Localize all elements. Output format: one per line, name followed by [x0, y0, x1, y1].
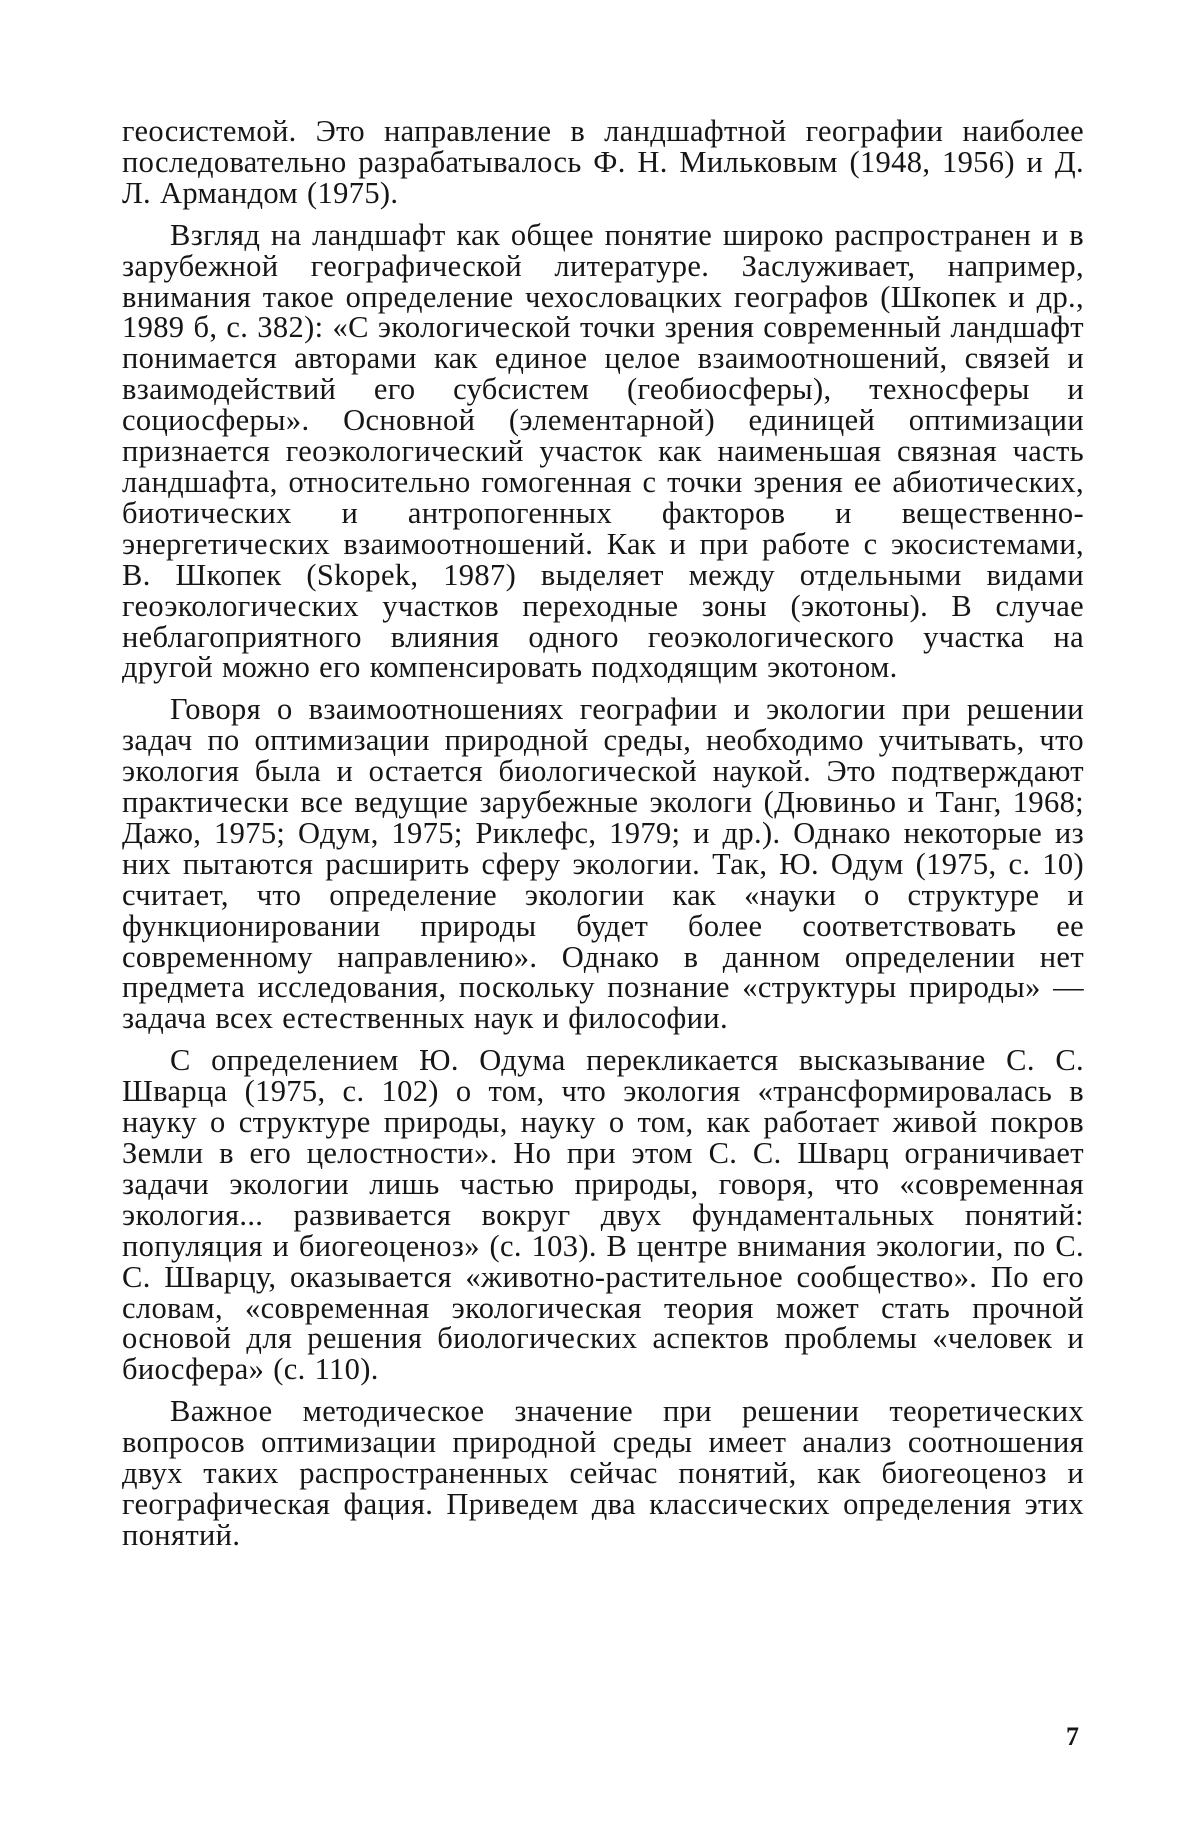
- paragraph-1: геосистемой. Это направление в ландшафтной географии наиболее последовательно разрабатывалось Ф. Н. Мильковым (1948, 1956) и Д. Л. Армандом (1975).: [122, 116, 1084, 209]
- paragraph-3: Говоря о взаимоотношениях географии и экологии при решении задач по оптимизации природной среды, необходимо учитывать, что экология была и остается биологической наукой. Это подтверждают практически все ведущие зарубежные экологи (Дювиньо и Танг, 1968; Дажо, 1975; Одум, 1975; Риклефс, 1979; и др.). Однако некоторые из них пытаются расширить сферу экологии. Так, Ю. Одум (1975, с. 10) считает, что определение экологии как «науки о структуре и функционировании природы будет более соответствовать ее современному направлению». Однако в данном определении нет предмета исследования, поскольку познание «структуры природы» — задача всех естественных наук и философии.: [122, 694, 1084, 1034]
- paragraph-2: Взгляд на ландшафт как общее понятие широко распространен и в зарубежной географической литературе. Заслуживает, например, внимания такое определение чехословацких географов (Шкопек и др., 1989 б, с. 382): «С экологической точки зрения современный ландшафт понимается авторами как единое целое взаимоотношений, связей и взаимодействий его субсистем (геобиосферы), техносферы и социосферы». Основной (элементарной) единицей оптимизации признается геоэкологический участок как наименьшая связная часть ландшафта, относительно гомогенная с точки зрения ее абиотических, биотических и антропогенных факторов и вещественно-энергетических взаимоотношений. Как и при работе с экосистемами, В. Шкопек (Skopek, 1987) выделяет между отдельными видами геоэкологических участков переходные зоны (экотоны). В случае неблагоприятного влияния одного геоэкологического участка на другой можно его компенсировать подходящим экотоном.: [122, 220, 1084, 684]
- body-text: [122, 116, 1084, 1551]
- paragraph-5: Важное методическое значение при решении теоретических вопросов оптимизации природной среды имеет анализ соотношения двух таких распространенных сейчас понятий, как биогеоценоз и географическая фация. Приведем два классических определения этих понятий.: [122, 1396, 1084, 1551]
- paragraph-4: С определением Ю. Одума перекликается высказывание С. С. Шварца (1975, с. 102) о том, что экология «трансформировалась в науку о структуре природы, науку о том, как работает живой покров Земли в его целостности». Но при этом С. С. Шварц ограничивает задачи экологии лишь частью природы, говоря, что «современная экология... развивается вокруг двух фундаментальных понятий: популяция и биогеоценоз» (с. 103). В центре внимания экологии, по С. С. Шварцу, оказывается «животно-растительное сообщество». По его словам, «современная экологическая теория может стать прочной основой для решения биологических аспектов проблемы «человек и биосфера» (с. 110).: [122, 1045, 1084, 1385]
- page-number: 7: [1066, 1722, 1079, 1752]
- book-page: [0, 0, 1200, 1842]
